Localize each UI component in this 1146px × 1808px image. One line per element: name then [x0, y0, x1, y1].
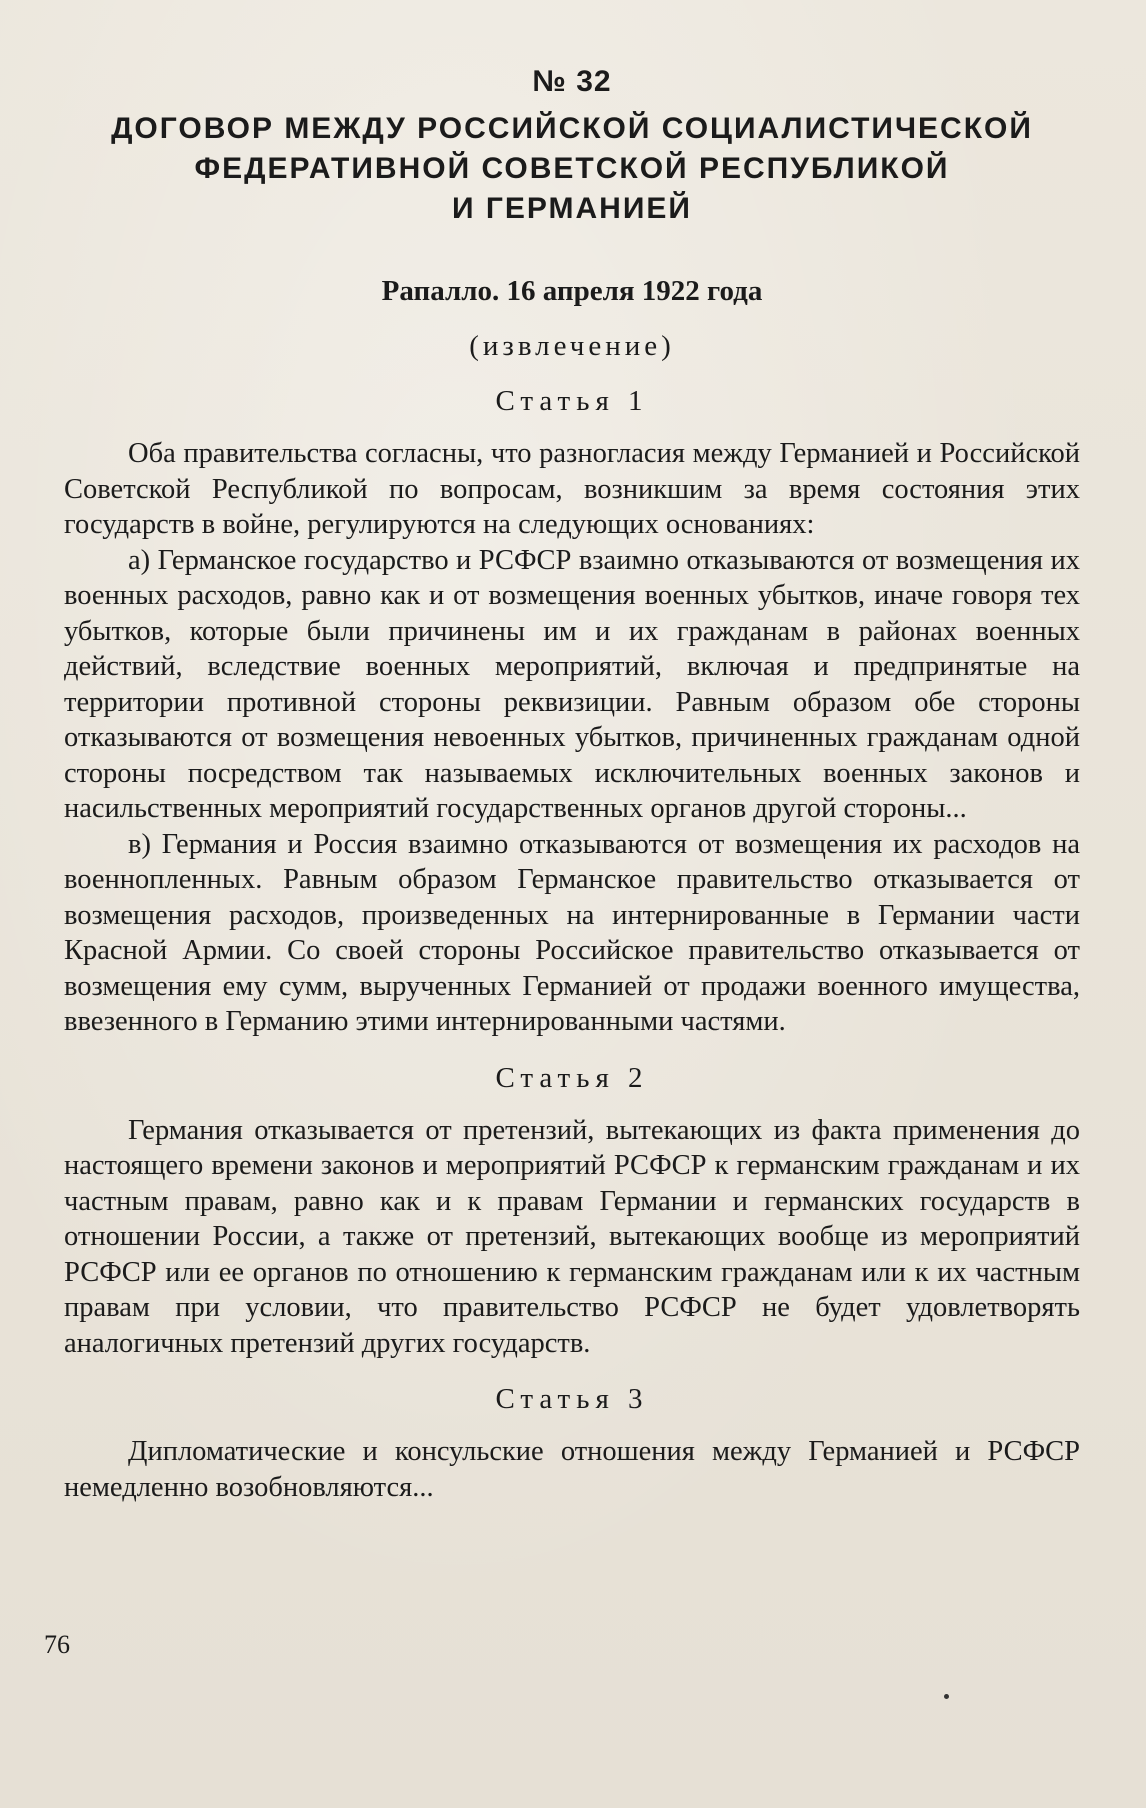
excerpt-note: (извлечение): [469, 330, 675, 362]
article-3: [64, 1383, 1080, 1505]
article-1-paragraph-v: в) Германия и Россия взаимно отказываются от возмещения их расходов на военнопленных. Равным образом Германское правительство отказывается от возмещения расходов, произведенных на интернированные в Германии части Красной Армии. Со своей стороны Российское правительство отказывается от возмещения ему сумм, вырученных Германией от продажи военного имущества, ввезенного в Германию этими интернированными частями.: [64, 828, 1080, 1037]
article-2-paragraph-1: Германия отказывается от претензий, вытекающих из факта применения до настоящего времени законов и мероприятий РСФСР к германским гражданам и их частным правам, равно как и к правам Германии и германских государств в отношении России, а также от претензий, вытекающих вообще из мероприятий РСФСР или ее органов по отношению к германским гражданам или к их частным правам при условии, что правительство РСФСР не будет удовлетворять аналогичных претензий других государств.: [64, 1114, 1080, 1359]
page-number: 76: [44, 1630, 70, 1659]
title-line-1: ДОГОВОР МЕЖДУ РОССИЙСКОЙ СОЦИАЛИСТИЧЕСКОЙ: [111, 112, 1033, 145]
place-and-date: Рапалло. 16 апреля 1922 года: [381, 275, 763, 307]
article-2-heading: Статья 2: [495, 1061, 649, 1094]
article-2: [64, 1062, 1080, 1362]
document-body: [64, 55, 1080, 1505]
article-1-paragraph-1: Оба правительства согласны, что разногласия между Германией и Российской Советской Республикой по вопросам, возникшим за время состояния этих государств в войне, регулируются на следующих основаниях:: [64, 438, 1080, 540]
document-number: № 32: [532, 65, 612, 98]
article-3-paragraph-1: Дипломатические и консульские отношения между Германией и РСФСР немедленно возобновляются...: [64, 1436, 1080, 1503]
article-1: [64, 385, 1080, 1040]
ink-speck: [944, 1694, 949, 1699]
article-1-paragraph-a: а) Германское государство и РСФСР взаимно отказываются от возмещения их военных расходов, равно как и от возмещения военных убытков, иначе говоря тех убытков, которые были причинены им и их гражданам в районах военных действий, вследствие военных мероприятий, включая и предпринятые на территории противной стороны реквизиции. Равным образом обе стороны отказываются от возмещения невоенных убытков, причиненных гражданам одной стороны посредством так называемых исключительных военных законов и насильственных мероприятий государственных органов другой стороны...: [64, 544, 1080, 824]
document-title: [64, 109, 1080, 229]
title-line-3: И ГЕРМАНИЕЙ: [452, 192, 692, 225]
article-1-heading: Статья 1: [495, 385, 649, 417]
title-line-2: ФЕДЕРАТИВНОЙ СОВЕТСКОЙ РЕСПУБЛИКОЙ: [194, 152, 950, 185]
article-3-heading: Статья 3: [495, 1383, 649, 1415]
